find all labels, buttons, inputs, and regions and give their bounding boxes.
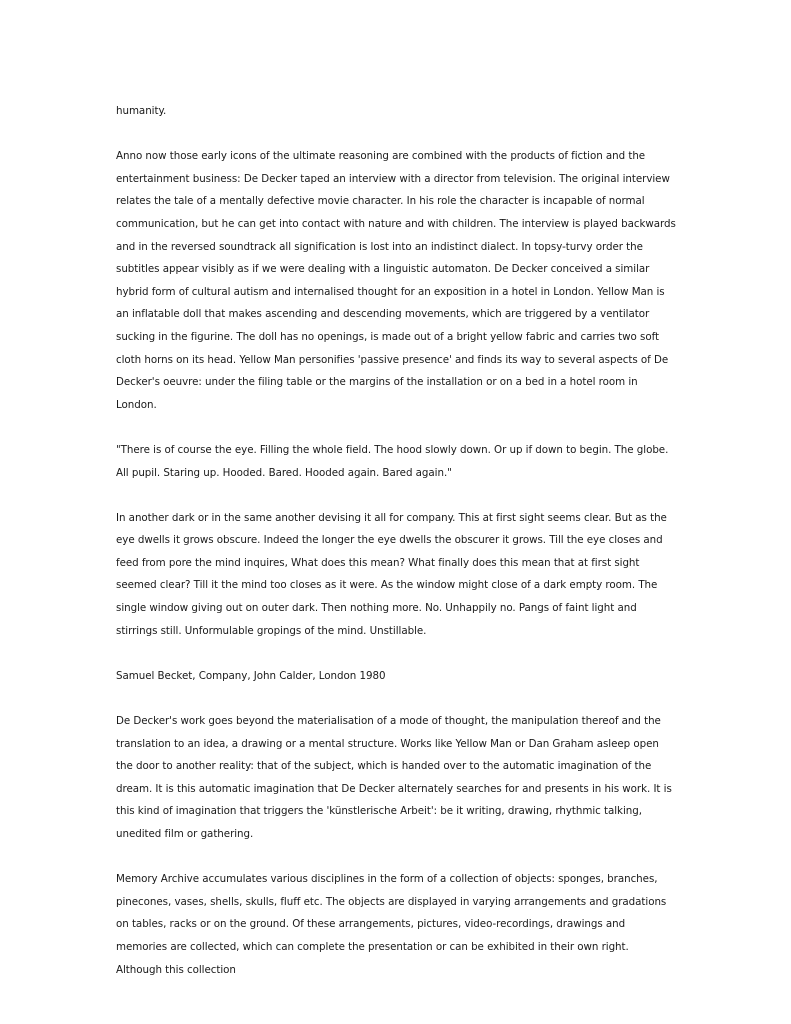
paragraph-gap [116, 846, 676, 869]
paragraph-gap [116, 687, 676, 710]
paragraph-memory-archive: Memory Archive accumulates various disciplines in the form of a collection of objects: sponges, branches, pinecones, vases, shells, skulls, fluff etc. The objects are displayed in varying arrangements and gradations on tables, racks or on the ground. Of these arrangements, pictures, video-recordings, drawings and memories are collected, which can complete the presentation or can be exhibited in their own right. Although this collection [116, 873, 667, 976]
paragraph-humanity: humanity. [116, 105, 167, 117]
paragraph-quote-dark: In another dark or in the same another devising it all for company. This at first sight seems clear. But as the eye dwells it grows obscure. Indeed the longer the eye dwells the obscurer it grows. Till the eye closes and feed from pore the mind inquires, What does this mean? What finally does this mean that at first sight seemed clear? Till it the mind too closes as it were. As the window might close of a dark empty room. The single window giving out on outer dark. Then nothing more. No. Unhappily no. Pangs of faint light and stirrings still. Unformulable gropings of the mind. Unstillable. [116, 511, 667, 637]
paragraph-automatic-imagination: De Decker's work goes beyond the materialisation of a mode of thought, the manipulation thereof and the translation to an idea, a drawing or a mental structure. Works like Yellow Man or Dan Graham asleep open the door to another reality: that of the subject, which is handed over to the automatic imagination of the dream. It is this automatic imagination that De Decker alternately searches for and presents in his work. It is this kind of imagination that triggers the 'künstlerische Arbeit': be it writing, drawing, rhythmic talking, unedited film or gathering. [116, 715, 672, 840]
paragraph-quote-eye: "There is of course the eye. Filling the whole field. The hood slowly down. Or up if down to begin. The globe. All pupil. Staring up. Hooded. Bared. Hooded again. Bared again." [116, 443, 669, 479]
paragraph-gap [116, 484, 676, 507]
document-page [116, 100, 676, 981]
paragraph-gap [116, 416, 676, 439]
paragraph-gap [116, 642, 676, 665]
paragraph-gap [116, 123, 676, 146]
paragraph-citation: Samuel Becket, Company, John Calder, London 1980 [116, 669, 386, 682]
paragraph-yellow-man: Anno now those early icons of the ultimate reasoning are combined with the products of fiction and the entertainment business: De Decker taped an interview with a director from television. The original interview relates the tale of a mentally defective movie character. In his role the character is incapable of normal communication, but he can get into contact with nature and with children. The interview is played backwards and in the reversed soundtrack all signification is lost into an indistinct dialect. In topsy-turvy order the subtitles appear visibly as if we were dealing with a linguistic automaton. De Decker conceived a similar hybrid form of cultural autism and internalised thought for an exposition in a hotel in London. Yellow Man is an inflatable doll that makes ascending and descending movements, which are triggered by a ventilator sucking in the figurine. The doll has no openings, is made out of a bright yellow fabric and carries two soft cloth horns on its head. Yellow Man personifies 'passive presence' and finds its way to several aspects of De Decker's oeuvre: under the filing table or the margins of the installation or on a bed in a hotel room in London. [116, 150, 676, 411]
